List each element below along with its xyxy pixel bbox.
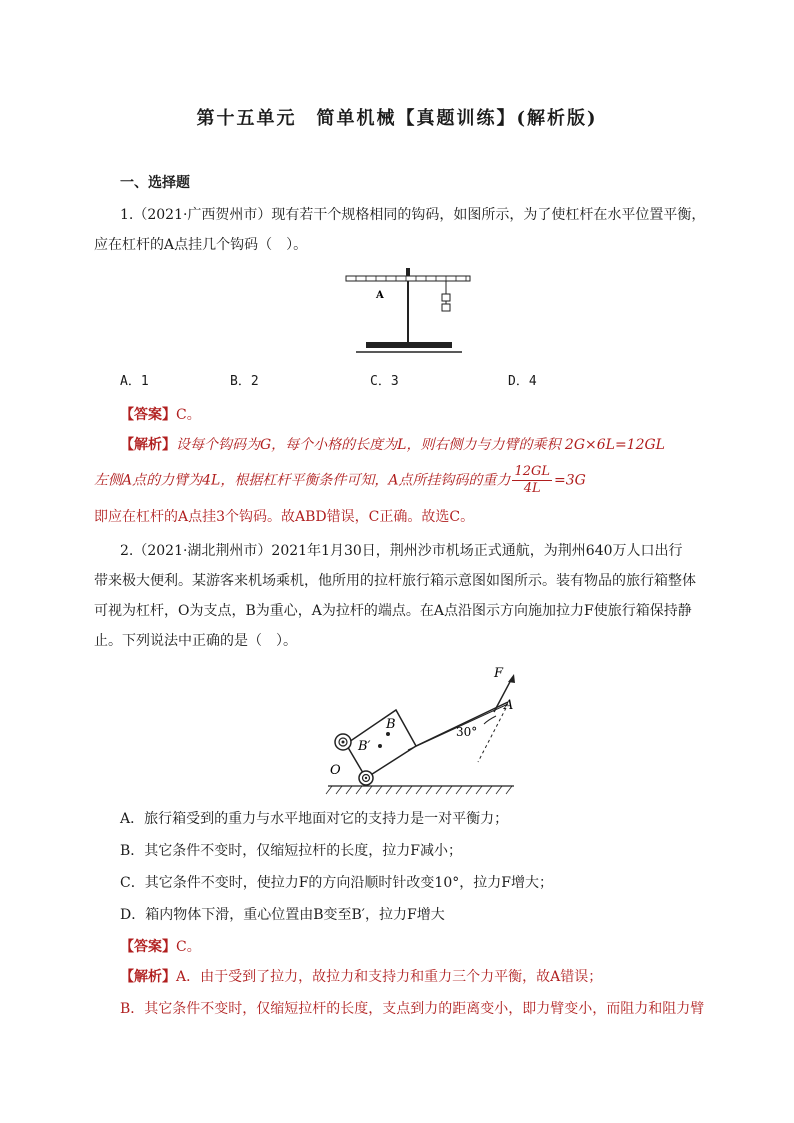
q2-option-d[interactable]: D．箱内物体下滑，重心位置由B变至B′，拉力F增大 [120,907,445,923]
hook-weight-1 [442,294,450,301]
q1-option-c[interactable]: C．3 [370,374,399,389]
label-angle: 30° [456,725,478,739]
q1-option-b[interactable]: B．2 [230,374,259,389]
label-o: O [330,763,341,778]
lever-figure [338,264,478,356]
point-b-prime [378,744,382,748]
q1-analysis-line2: 左侧A点的力臂为4L，根据杠杆平衡条件可知，A点所挂钩码的重力 $\frac{12GL}{4L}$ =3G [94,464,586,496]
lever-beam [346,276,470,281]
suitcase-body [346,710,416,778]
label-b: B [386,717,396,732]
hook-weight-2 [442,304,450,311]
lever-base [366,342,452,348]
q1-analysis-line3: 即应在杠杆的A点挂3个钩码。故ABD错误，C正确。故选C。 [94,509,475,525]
q2-option-c[interactable]: C．其它条件不变时，使拉力F的方向沿顺时针改变10°，拉力F增大； [120,875,553,891]
q2-stem-line2: 带来极大便利。某游客来机场乘机，他所用的拉杆旅行箱示意图如图所示。装有物品的旅行箱整体 [94,573,696,589]
fraction: $\frac{12GL}{4L}$ [514,464,550,496]
page-title: 第十五单元 简单机械【真题训练】(解析版) [196,108,598,129]
q1-analysis-line1: 【解析】设每个钩码为G，每个小格的长度为L，则右侧力与力臂的乘积 2G×6L=12GL [120,437,665,453]
point-a-label: A [376,290,384,301]
q1-stem-line1: 1.（2021·广西贺州市）现有若干个规格相同的钩码，如图所示，为了使杠杆在水平位置平衡， [120,207,706,223]
q2-analysis-line2: B．其它条件不变时，仅缩短拉杆的长度，支点到力的距离变小，即力臂变小，而阻力和阻力臂 [120,1001,705,1017]
q2-option-b[interactable]: B．其它条件不变时，仅缩短拉杆的长度，拉力F减小； [120,843,463,859]
q2-stem-line4: 止。下列说法中正确的是（ ）。 [94,633,297,649]
suitcase-handle [416,702,508,746]
section-heading: 一、选择题 [120,175,190,191]
point-b [386,732,390,736]
q1-answer: 【答案】C。 [120,407,201,423]
label-a: A [504,698,514,713]
q1-stem-line2: 应在杠杆的A点挂几个钩码（ ）。 [94,237,308,253]
q2-analysis-line1: 【解析】A．由于受到了拉力，故拉力和支持力和重力三个力平衡，故A错误； [120,969,603,985]
q1-option-d[interactable]: D．4 [508,374,537,389]
q2-stem-line1: 2.（2021·湖北荆州市）2021年1月30日，荆州沙市机场正式通航，为荆州640万人口出行 [120,543,683,559]
label-f: F [494,666,504,681]
suitcase-figure [318,664,524,796]
q2-option-a[interactable]: A．旅行箱受到的重力与水平地面对它的支持力是一对平衡力； [120,811,509,827]
q2-answer: 【答案】C。 [120,939,201,955]
label-b-prime: B′ [358,739,371,754]
q1-option-a[interactable]: A．1 [120,374,149,389]
q2-stem-line3: 可视为杠杆，O为支点，B为重心，A为拉杆的端点。在A点沿图示方向施加拉力F使旅行箱保持静 [94,603,692,619]
